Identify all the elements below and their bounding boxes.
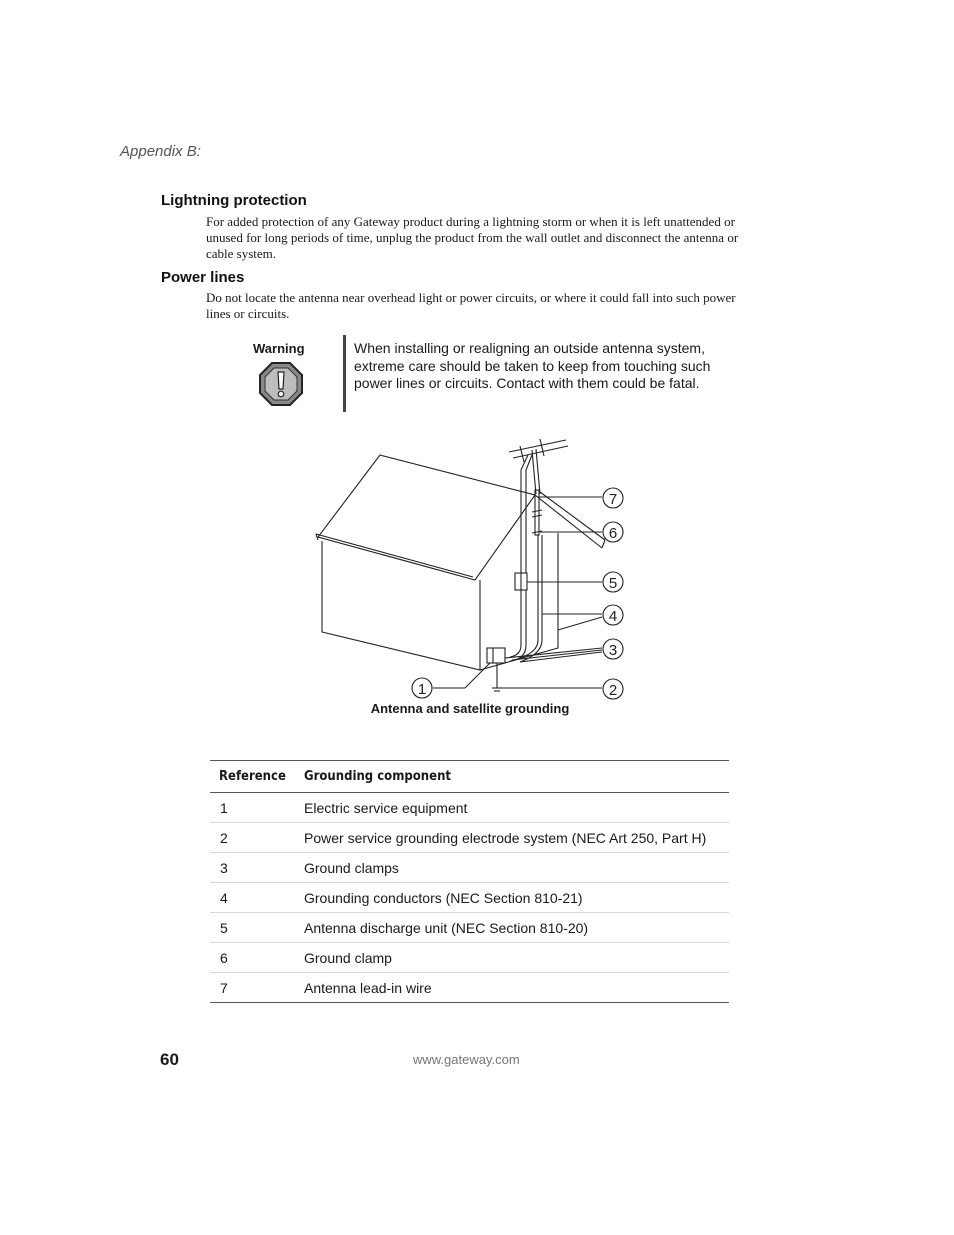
warning-text: When installing or realigning an outside antenna system, extreme care should be taken to keep from touching such power lines or circuits. Contact with them could be fatal. (354, 340, 711, 391)
grounding-diagram (300, 430, 640, 705)
table-cell-component: Grounding conductors (NEC Section 810-21) (304, 883, 729, 913)
footer-url: www.gateway.com (413, 1052, 520, 1067)
callout-7: 7 (608, 491, 618, 508)
table-row (210, 793, 729, 823)
table-cell-reference: 2 (210, 823, 304, 853)
table-cell-component: Ground clamps (304, 853, 729, 883)
house-front-wall (322, 541, 480, 670)
table-header-component: Grounding component (304, 769, 452, 784)
table-header-reference: Reference (219, 769, 286, 784)
table-cell-reference: 5 (210, 913, 304, 943)
callout-3: 3 (608, 642, 618, 659)
table-cell-reference: 6 (210, 943, 304, 973)
exclamation-octagon-icon (259, 362, 303, 406)
table-row (210, 823, 729, 853)
callout-2: 2 (608, 682, 618, 699)
table-cell-reference: 3 (210, 853, 304, 883)
page-number: 60 (160, 1050, 179, 1069)
section-title-power-lines: Power lines (161, 269, 245, 286)
table-cell-component: Ground clamp (304, 943, 729, 973)
table-row (210, 973, 729, 1003)
table-cell-reference: 1 (210, 793, 304, 823)
table-cell-component: Antenna lead-in wire (304, 973, 729, 1003)
house-roof (318, 455, 535, 580)
warning-label: Warning (253, 341, 305, 356)
electric-service-box (487, 648, 505, 663)
table-cell-reference: 4 (210, 883, 304, 913)
section-body-lightning: For added protection of any Gateway product during a lightning storm or when it is left unattended or unused for long periods of time, unplug the product from the wall outlet and disconnect the antenna or cable system. (206, 214, 739, 261)
table-cell-component: Antenna discharge unit (NEC Section 810-20) (304, 913, 729, 943)
section-title-lightning: Lightning protection (161, 192, 307, 209)
table-row (210, 883, 729, 913)
table-header-row (210, 761, 729, 793)
callout-5: 5 (608, 575, 618, 592)
warning-divider (343, 335, 346, 412)
table-row (210, 913, 729, 943)
callout-4: 4 (608, 608, 618, 625)
running-header: Appendix B: (120, 143, 201, 160)
callout-1: 1 (417, 681, 427, 698)
grounding-table (210, 760, 729, 1003)
table-cell-reference: 7 (210, 973, 304, 1003)
table-row (210, 943, 729, 973)
figure-caption: Antenna and satellite grounding (370, 701, 570, 716)
section-body-power-lines: Do not locate the antenna near overhead light or power circuits, or where it could fall into such power lines or circuits. (206, 290, 736, 321)
lead-in-wire (510, 455, 528, 657)
table-cell-component: Electric service equipment (304, 793, 729, 823)
table-row (210, 853, 729, 883)
antenna (509, 439, 568, 494)
table-cell-component: Power service grounding electrode system (NEC Art 250, Part H) (304, 823, 729, 853)
callout-6: 6 (608, 525, 618, 542)
